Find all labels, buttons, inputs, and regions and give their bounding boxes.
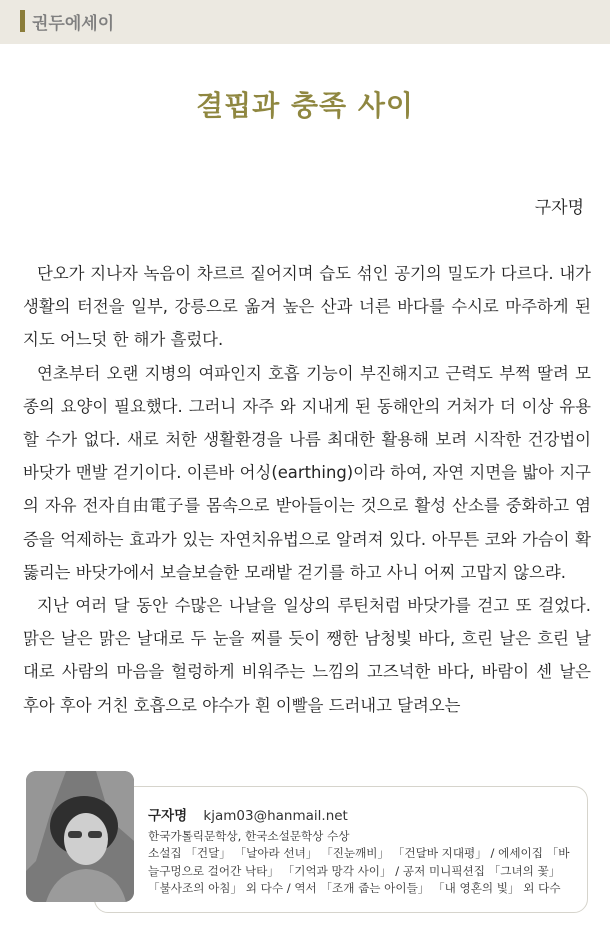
- profile-email[interactable]: kjam03@hanmail.net: [203, 808, 348, 824]
- author-profile: [148, 808, 578, 898]
- section-header: [0, 0, 610, 44]
- profile-works: 소설집 「건달」 「날아라 선녀」 「진눈깨비」 「건달바 지대평」 / 에세이집 「바늘구멍으로 걸어간 낙타」 「기억과 망각 사이」 / 공저 미니픽션집 「그녀의 꽃」 「불사조의 아침」 외 다수 / 역서 「조개 줍는 아이들」 「내 영혼의 빛」 외 다수: [148, 846, 570, 895]
- essay-title: 결핍과 충족 사이: [196, 89, 414, 122]
- paragraph: 연초부터 오랜 지병의 여파인지 호흡 기능이 부진해지고 근력도 부쩍 딸려 모종의 요양이 필요했다. 그러니 자주 와 지내게 된 동해안의 거처가 더 이상 유용할 수가 없다. 새로 처한 생활환경을 나름 최대한 활용해 보려 시작한 건강법이 바닷가 맨발 걷기이다. 이른바 어싱(earthing)이라 하여, 자연 지면을 밟아 지구의 자유 전자自由電子를 몸속으로 받아들이는 것으로 활성 산소를 중화하고 염증을 억제하는 효과가 있는 자연치유법으로 알려져 있다. 아무튼 코와 가슴이 확 뚫리는 바닷가에서 보슬보슬한 모래밭 걷기를 하고 사니 어찌 고맙지 않으랴.: [23, 363, 591, 582]
- author-photo: [26, 771, 134, 902]
- paragraph: 지난 여러 달 동안 수많은 나날을 일상의 루틴처럼 바닷가를 걷고 또 걸었다. 맑은 날은 맑은 날대로 두 눈을 찌를 듯이 쨍한 남청빛 바다, 흐린 날은 흐린 날대로 사람의 마음을 헐렁하게 비워주는 느낌의 고즈넉한 바다, 바람이 센 날은 후아 후아 거친 호흡으로 야수가 흰 이빨을 드러내고 달려오는: [23, 596, 591, 715]
- paragraph: 단오가 지나자 녹음이 차르르 짙어지며 습도 섞인 공기의 밀도가 다르다. 내가 생활의 터전을 일부, 강릉으로 옮겨 높은 산과 너른 바다를 수시로 마주하게 된 지도 어느덧 한 해가 흘렀다.: [23, 264, 591, 350]
- header-accent-bar: [20, 10, 25, 32]
- profile-name: 구자명: [148, 808, 188, 824]
- profile-awards: 한국가톨릭문학상, 한국소설문학상 수상: [148, 828, 350, 843]
- profile-name-line: [148, 808, 578, 826]
- author-name: 구자명: [534, 198, 584, 218]
- section-label: 권두에세이: [32, 14, 115, 34]
- essay-body: [23, 257, 591, 722]
